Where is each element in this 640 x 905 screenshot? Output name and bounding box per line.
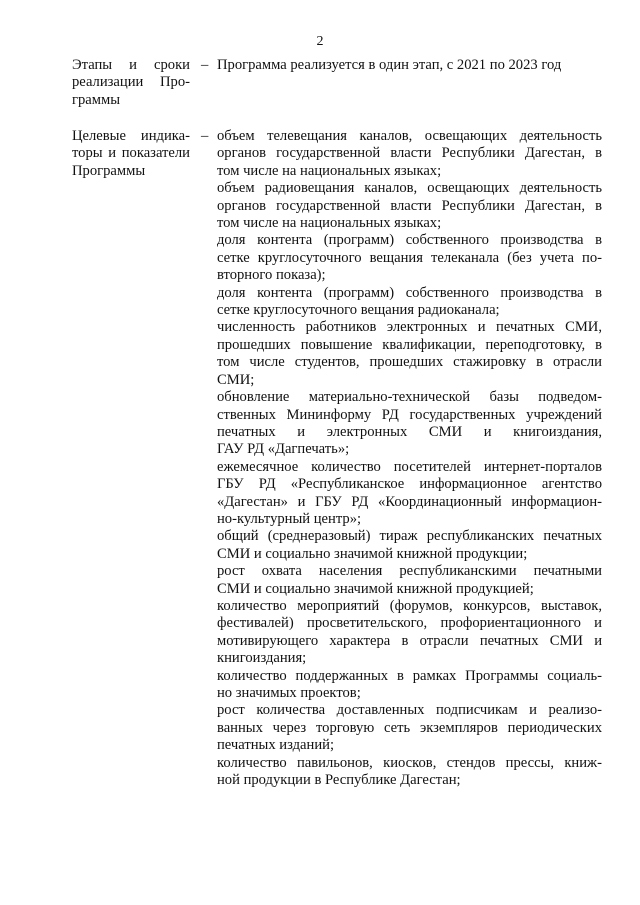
indicator-line: объем телевещания каналов, освещающих деятельность bbox=[217, 128, 602, 144]
indicator-item bbox=[217, 598, 602, 668]
indicator-line: органов государственной власти Республики Дагестан, в bbox=[217, 145, 602, 162]
stages-label-line: Этапы и сроки bbox=[72, 57, 190, 73]
indicator-item bbox=[217, 702, 602, 754]
indicator-item bbox=[217, 232, 602, 284]
indicators-label-line: торы и показатели bbox=[72, 145, 190, 162]
indicator-line: печатных изданий; bbox=[217, 737, 334, 754]
indicator-line: прошедших повышение квалификации, переподготовку, в bbox=[217, 336, 602, 353]
indicator-line: численность работников электронных и печатных СМИ, bbox=[217, 319, 602, 336]
indicator-line: «Дагестан» и ГБУ РД «Координационный информацион- bbox=[217, 493, 602, 510]
indicator-line: доля контента (программ) собственного производства в bbox=[217, 232, 602, 249]
stages-label-line: граммы bbox=[72, 91, 121, 108]
indicator-line: количество поддержанных в рамках Программы социаль- bbox=[217, 667, 602, 684]
indicator-item bbox=[217, 528, 602, 563]
stages-label-line: реализации Про- bbox=[72, 74, 190, 91]
indicator-line: количество мероприятий (форумов, конкурсов, выставок, bbox=[217, 597, 602, 614]
indicator-item bbox=[217, 285, 602, 320]
indicator-line: сетке круглосуточного вещания радиоканала; bbox=[217, 302, 500, 319]
indicator-item bbox=[217, 319, 602, 389]
indicator-line: органов государственной власти Республики Дагестан, в bbox=[217, 197, 602, 214]
indicator-item bbox=[217, 128, 602, 180]
indicator-line: СМИ и социально значимой книжной продукцией; bbox=[217, 580, 534, 597]
indicator-line: рост охвата населения республиканскими печатными bbox=[217, 563, 602, 580]
indicators-label bbox=[72, 128, 190, 180]
indicator-line: объем радиовещания каналов, освещающих деятельность bbox=[217, 180, 602, 197]
indicator-line: печатных и электронных СМИ и книгоиздания, bbox=[217, 423, 602, 440]
indicator-line: ежемесячное количество посетителей интернет-порталов bbox=[217, 458, 602, 475]
value-line: Программа реализуется в один этап, с 2021 по 2023 год bbox=[217, 57, 562, 73]
indicator-line: СМИ; bbox=[217, 371, 255, 388]
stages-value bbox=[217, 57, 602, 74]
indicator-line: но значимых проектов; bbox=[217, 685, 361, 701]
indicator-line: ГАУ РД «Дагпечать»; bbox=[217, 441, 350, 458]
indicator-line: том числе на национальных языках; bbox=[217, 162, 442, 179]
indicator-line: СМИ и социально значимой книжной продукции; bbox=[217, 545, 528, 562]
page-number: 2 bbox=[316, 34, 324, 49]
indicators-dash: – bbox=[201, 128, 209, 144]
indicator-item bbox=[217, 389, 602, 459]
indicator-line: ГБУ РД «Республиканское информационное агентство bbox=[217, 476, 602, 493]
indicator-item bbox=[217, 563, 602, 598]
stages-dash: – bbox=[201, 57, 209, 73]
indicator-line: сетке круглосуточного вещания телеканала (без учета по- bbox=[217, 249, 602, 266]
indicator-line: вторного показа); bbox=[217, 267, 326, 284]
indicator-line: мотивирующего характера в отрасли печатных СМИ и bbox=[217, 632, 602, 649]
indicator-line: но-культурный центр»; bbox=[217, 510, 362, 527]
indicator-line: обновление материально-технической базы подведом- bbox=[217, 389, 602, 406]
indicator-line: книгоиздания; bbox=[217, 650, 307, 667]
indicator-line: ванных через торговую сеть экземпляров периодических bbox=[217, 719, 602, 736]
indicators-label-line: Целевые индика- bbox=[72, 128, 190, 144]
stages-value-item bbox=[217, 57, 602, 74]
indicator-line: том числе на национальных языках; bbox=[217, 215, 442, 232]
indicator-line: ственных Мининформу РД государственных учреждений bbox=[217, 406, 602, 423]
indicators-list bbox=[217, 128, 602, 789]
indicator-item bbox=[217, 180, 602, 232]
stages-label bbox=[72, 57, 190, 109]
indicator-line: фестивалей) просветительского, профориентационного и bbox=[217, 615, 602, 632]
indicator-line: количество павильонов, киосков, стендов прессы, книж- bbox=[217, 754, 602, 771]
indicator-line: доля контента (программ) собственного производства в bbox=[217, 284, 602, 301]
indicator-line: том числе студентов, прошедших стажировку в отрасли bbox=[217, 354, 602, 371]
indicator-line: рост количества доставленных подписчикам и реализо- bbox=[217, 702, 602, 719]
indicator-item bbox=[217, 668, 602, 703]
indicator-item bbox=[217, 459, 602, 529]
indicator-item bbox=[217, 755, 602, 790]
indicator-line: общий (среднеразовый) тираж республиканских печатных bbox=[217, 528, 602, 545]
indicators-label-line: Программы bbox=[72, 162, 146, 179]
indicator-line: ной продукции в Республике Дагестан; bbox=[217, 772, 461, 789]
